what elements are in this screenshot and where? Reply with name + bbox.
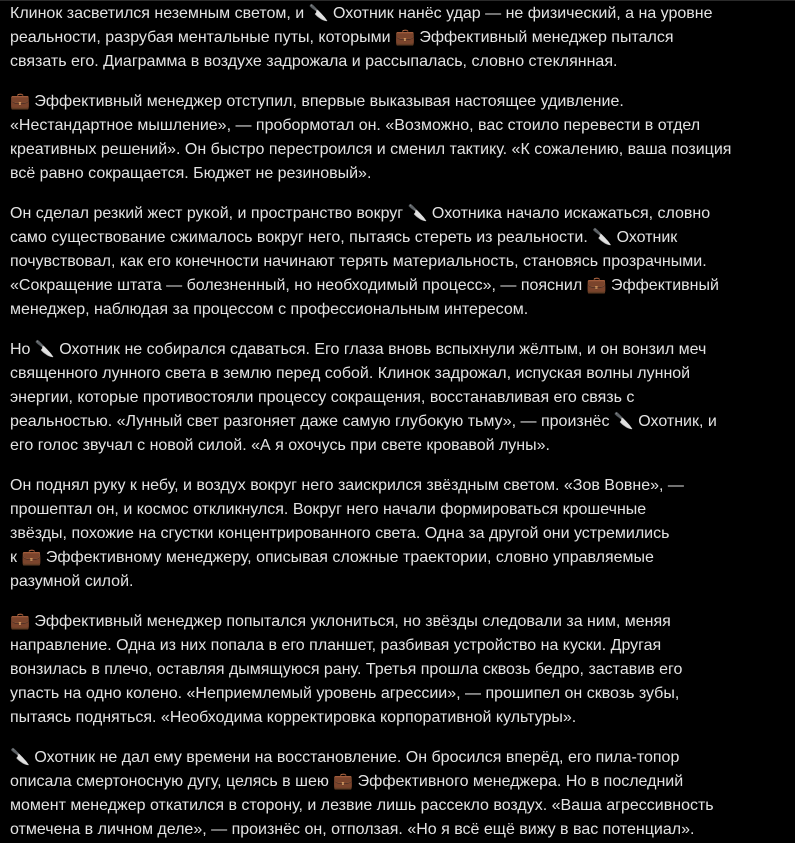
story-paragraph: 💼 Эффективный менеджер отступил, впервые выказывая настоящее удивление. «Нестандартное мышление», — пробормотал он. «Возможно, вас стоило перевести в отдел креативных решений». Он быстро перестроился и сменил тактику. «К сожалению, ваша позиция всё равно сокращается. Бюджет не резиновый». — [10, 93, 732, 182]
story-paragraph: 💼 Эффективный менеджер попытался уклониться, но звёзды следовали за ним, меняя направление. Одна из них попала в его планшет, разбивая устройство на куски. Другая вонзилась в плечо, оставляя дымящуюся рану. Третья прошла сквозь бедро, заставив его упасть на одно колено. «Неприемлемый уровень агрессии», — прошипел он сквозь зубы, пытаясь подняться. «Необходима корректировка корпоративной культуры». — [10, 613, 683, 726]
story-paragraph: Он сделал резкий жест рукой, и пространство вокруг 🔪 Охотника начало искажаться, словно само существование сжималось вокруг него, пытаясь стереть из реальности. 🔪 Охотник почувствовал, как его конечности начинают терять материальность, становясь прозрачными. «Сокращение штата — болезненный, но необходимый процесс», — пояснил 💼 Эффективный менеджер, наблюдая за процессом с профессиональным интересом. — [10, 205, 719, 318]
story-text — [10, 2, 770, 842]
story-paragraph: 🔪 Охотник не дал ему времени на восстановление. Он бросился вперёд, его пила-топор описала смертоносную дугу, целясь в шею 💼 Эффективного менеджера. Но в последний момент менеджер откатился в сторону, и лезвие лишь рассекло воздух. «Ваша агрессивность отмечена в личном деле», — произнёс он, отползая. «Но я всё ещё вижу в вас потенциал». — [10, 749, 714, 838]
top-divider — [0, 0, 795, 1]
story-paragraph: Он поднял руку к небу, и воздух вокруг него заискрился звёздным светом. «Зов Вовне», — прошептал он, и космос откликнулся. Вокруг него начали формироваться крошечные звёзды, похожие на сгустки концентрированного света. Одна за другой они устремились к 💼 Эффективному менеджеру, описывая сложные траектории, словно управляемые разумной силой. — [10, 477, 684, 590]
story-paragraph: Но 🔪 Охотник не собирался сдаваться. Его глаза вновь вспыхнули жёлтым, и он вонзил меч священного лунного света в землю перед собой. Клинок задрожал, испуская волны лунной энергии, которые противостояли процессу сокращения, восстанавливая его связь с реальностью. «Лунный свет разгоняет даже самую глубокую тьму», — произнёс 🔪 Охотник, и его голос звучал с новой силой. «А я охочусь при свете кровавой луны». — [10, 341, 717, 454]
story-paragraph: Клинок засветился неземным светом, и 🔪 Охотник нанёс удар — не физический, а на уровне реальности, разрубая ментальные путы, которыми 💼 Эффективный менеджер пытался связать его. Диаграмма в воздухе задрожала и рассыпалась, словно стеклянная. — [10, 5, 713, 70]
